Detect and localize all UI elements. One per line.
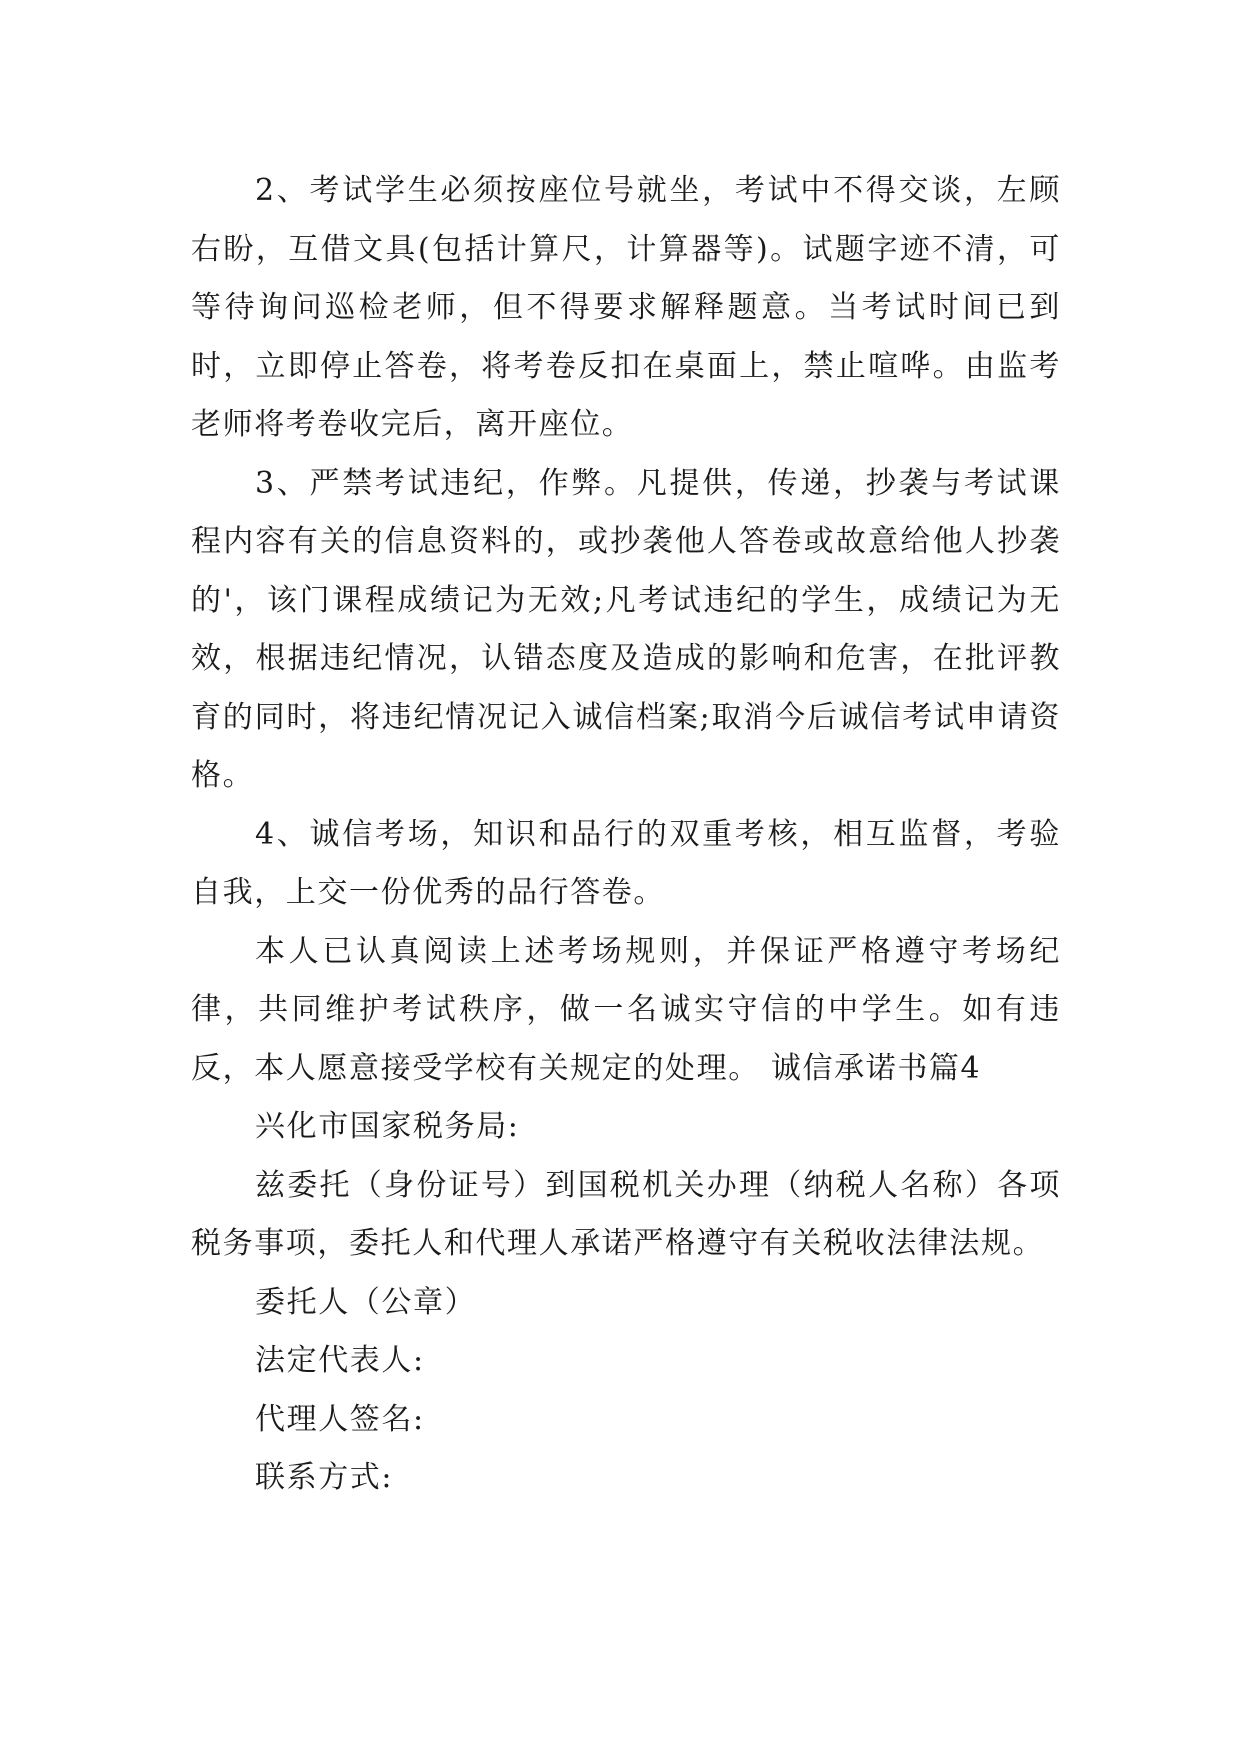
signature-line-principal: 委托人（公章） [255, 1284, 477, 1320]
signature-line-agent: 代理人签名: [255, 1401, 425, 1437]
document-body [191, 162, 1061, 1508]
authorization-paragraph: 兹委托（身份证号）到国税机关办理（纳税人名称）各项税务事项，委托人和代理人承诺严格遵守有关税收法律法规。 [191, 1167, 1061, 1261]
rule-paragraph-4: 4、诚信考场，知识和品行的双重考核，相互监督，考验自我，上交一份优秀的品行答卷。 [191, 816, 1061, 910]
rule-paragraph-3: 3、严禁考试违纪，作弊。凡提供，传递，抄袭与考试课程内容有关的信息资料的，或抄袭他人答卷或故意给他人抄袭的'，该门课程成绩记为无效;凡考试违纪的学生，成绩记为无效，根据违纪情况，认错态度及造成的影响和危害，在批评教育的同时，将违纪情况记入诚信档案;取消今后诚信考试申请资格。 [191, 465, 1061, 793]
rule-paragraph-2: 2、考试学生必须按座位号就坐，考试中不得交谈，左顾右盼，互借文具(包括计算尺，计算器等)。试题字迹不清，可等待询问巡检老师，但不得要求解释题意。当考试时间已到时，立即停止答卷，将考卷反扣在桌面上，禁止喧哗。由监考老师将考卷收完后，离开座位。 [191, 173, 1061, 442]
addressee-line: 兴化市国家税务局: [255, 1109, 520, 1144]
pledge-paragraph: 本人已认真阅读上述考场规则，并保证严格遵守考场纪律，共同维护考试秩序，做一名诚实守信的中学生。如有违反，本人愿意接受学校有关规定的处理。 诚信承诺书篇4 [191, 933, 1061, 1086]
signature-line-legal-rep: 法定代表人: [255, 1343, 425, 1378]
signature-line-contact: 联系方式: [255, 1460, 394, 1495]
